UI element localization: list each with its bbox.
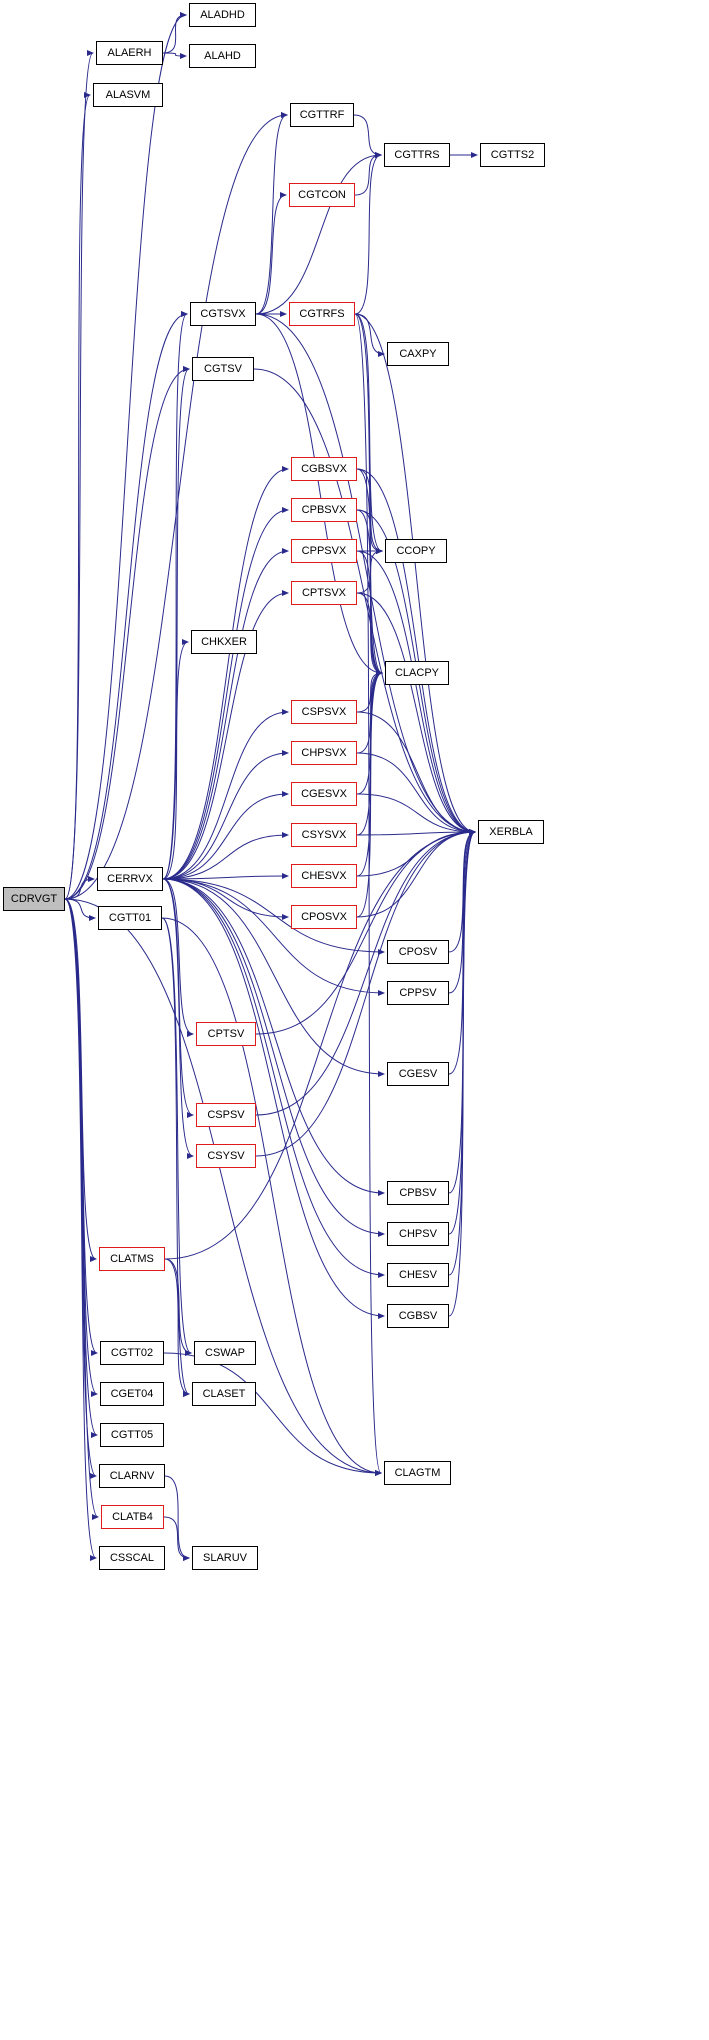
edge-cspsvx-to-xerbla	[357, 712, 475, 832]
graph-node-cgesvx[interactable]	[291, 782, 357, 806]
graph-node-label: CLAGTM	[394, 1467, 441, 1479]
edge-cgtsvx-to-cgtcon	[256, 195, 286, 314]
edge-cpbsv-to-xerbla	[449, 832, 475, 1193]
edge-cdrvgt-to-cgtt05	[65, 899, 97, 1435]
graph-node-label: CERRVX	[107, 873, 153, 885]
edge-cdrvgt-to-cgtt01	[65, 899, 95, 918]
graph-node-label: CGESV	[398, 1068, 438, 1080]
edge-cerrvx-to-cpbsvx	[163, 510, 288, 879]
graph-node-cspsv[interactable]	[196, 1103, 256, 1127]
graph-node-label: CGTSVX	[200, 308, 246, 320]
graph-node-label: CPTSV	[207, 1028, 245, 1040]
edge-cdrvgt-to-aladhd	[65, 15, 186, 899]
graph-node-label: CPOSVX	[301, 911, 347, 923]
graph-node-label: CPPSVX	[301, 545, 347, 557]
graph-node-label: CSPSVX	[301, 706, 347, 718]
edge-cerrvx-to-cptsv	[163, 879, 193, 1034]
graph-node-clatms[interactable]	[99, 1247, 165, 1271]
edge-cgttrf-to-cgttrs	[354, 115, 381, 155]
edge-cposvx-to-clacpy	[357, 673, 382, 917]
edge-csysvx-to-clacpy	[357, 673, 382, 835]
edge-cerrvx-to-csysv	[163, 879, 193, 1156]
edge-cdrvgt-to-clatb4	[65, 899, 98, 1517]
graph-node-cgbsvx[interactable]	[291, 457, 357, 481]
graph-node-chesvx[interactable]	[291, 864, 357, 888]
graph-node-label: CHESV	[399, 1269, 437, 1281]
graph-node-cswap[interactable]	[194, 1341, 256, 1365]
graph-node-label: CLACPY	[394, 667, 440, 679]
graph-node-cgesv[interactable]	[387, 1062, 449, 1086]
edge-cppsvx-to-clacpy	[357, 551, 382, 673]
graph-node-label: CGTT05	[110, 1429, 154, 1441]
graph-node-cgtt02[interactable]	[100, 1341, 164, 1365]
graph-node-label: ALAHD	[204, 50, 241, 62]
edge-cspsvx-to-clacpy	[357, 673, 382, 712]
graph-node-label: CGTCON	[298, 189, 346, 201]
graph-node-ccopy[interactable]	[385, 539, 447, 563]
graph-node-cgtts2[interactable]	[480, 143, 545, 167]
edge-cerrvx-to-chkxer	[163, 642, 188, 879]
edge-cdrvgt-to-cgtsvx	[65, 314, 187, 899]
edge-cerrvx-to-chpsvx	[163, 753, 288, 879]
graph-node-label: CGTTS2	[490, 149, 535, 161]
graph-node-clarnv[interactable]	[99, 1464, 165, 1488]
edge-chesvx-to-clacpy	[357, 673, 382, 876]
edge-cdrvgt-to-alaerh	[65, 53, 93, 899]
edge-cerrvx-to-csysvx	[163, 835, 288, 879]
edge-cgbsv-to-xerbla	[449, 832, 475, 1316]
edge-clatms-to-claset	[165, 1259, 189, 1394]
graph-node-label: ALADHD	[200, 9, 245, 21]
graph-node-alasvm[interactable]	[93, 83, 163, 107]
edge-cgbsvx-to-ccopy	[357, 469, 382, 551]
edge-cgesvx-to-clacpy	[357, 673, 382, 794]
graph-node-cgttrf[interactable]	[290, 103, 354, 127]
edge-cdrvgt-to-cgtt02	[65, 899, 97, 1353]
graph-node-aladhd[interactable]	[189, 3, 256, 27]
edge-clatms-to-cswap	[165, 1259, 191, 1353]
graph-node-label: CGBSV	[398, 1310, 438, 1322]
edge-cgtt02-to-clagtm	[164, 1353, 381, 1473]
edge-alaerh-to-alahd	[163, 53, 186, 56]
edge-cerrvx-to-cgtsv	[163, 369, 189, 879]
graph-node-label: CGESVX	[301, 788, 347, 800]
edge-chesvx-to-xerbla	[357, 832, 475, 876]
graph-node-label: CPBSV	[399, 1187, 437, 1199]
edge-cdrvgt-to-clatms	[65, 899, 96, 1259]
edge-cerrvx-to-cppsvx	[163, 551, 288, 879]
edge-cpbsvx-to-clacpy	[357, 510, 382, 673]
graph-node-label: CDRVGT	[10, 893, 58, 905]
graph-node-alahd[interactable]	[189, 44, 256, 68]
graph-node-slaruv[interactable]	[192, 1546, 258, 1570]
graph-node-label: CSWAP	[205, 1347, 245, 1359]
graph-node-chpsv[interactable]	[387, 1222, 449, 1246]
graph-node-clacpy[interactable]	[385, 661, 449, 685]
graph-node-cgtcon[interactable]	[289, 183, 355, 207]
edge-cgtsvx-to-cgttrf	[256, 115, 287, 314]
edge-cppsv-to-xerbla	[449, 832, 475, 993]
edge-cgtrfs-to-caxpy	[355, 314, 384, 354]
graph-node-cgtt05[interactable]	[100, 1423, 164, 1447]
edge-cdrvgt-to-alasvm	[65, 95, 90, 899]
graph-node-label: CLASET	[202, 1388, 246, 1400]
graph-node-label: CLATMS	[110, 1253, 154, 1265]
edge-cgbsvx-to-xerbla	[357, 469, 475, 832]
edge-cgtcon-to-cgttrs	[355, 155, 381, 195]
graph-node-cppsv[interactable]	[387, 981, 449, 1005]
graph-node-label: CHPSVX	[301, 747, 347, 759]
edge-cerrvx-to-cgbsvx	[163, 469, 288, 879]
graph-node-cptsvx[interactable]	[291, 581, 357, 605]
graph-node-clagtm[interactable]	[384, 1461, 451, 1485]
graph-node-alaerh[interactable]	[96, 41, 163, 65]
edge-cerrvx-to-cgesvx	[163, 794, 288, 879]
graph-node-chpsvx[interactable]	[291, 741, 357, 765]
edge-cdrvgt-to-cgttrf	[65, 115, 287, 899]
edge-cgtrfs-to-clacpy	[355, 314, 382, 673]
edge-cerrvx-to-cspsv	[163, 879, 193, 1115]
graph-node-label: CGET04	[110, 1388, 154, 1400]
edge-cposvx-to-xerbla	[357, 832, 475, 917]
graph-node-label: CGTSV	[204, 363, 242, 375]
graph-node-label: ALAERH	[107, 47, 152, 59]
graph-node-label: CHKXER	[201, 636, 247, 648]
edge-chesv-to-xerbla	[449, 832, 475, 1275]
graph-node-label: CCOPY	[396, 545, 436, 557]
graph-node-label: SLARUV	[202, 1552, 248, 1564]
graph-node-csscal[interactable]	[99, 1546, 165, 1570]
edge-cgtsvx-to-xerbla	[256, 314, 475, 832]
edge-cgtt01-to-cswap	[162, 918, 191, 1353]
graph-node-label: CSPSV	[207, 1109, 245, 1121]
edge-cdrvgt-to-cerrvx	[65, 879, 94, 899]
graph-node-cget04[interactable]	[100, 1382, 164, 1406]
graph-node-clatb4[interactable]	[101, 1505, 164, 1529]
graph-node-label: CPPSV	[399, 987, 437, 999]
graph-node-cspsvx[interactable]	[291, 700, 357, 724]
edge-cgesvx-to-xerbla	[357, 794, 475, 832]
graph-node-cgttrs[interactable]	[384, 143, 450, 167]
edge-cdrvgt-to-cget04	[65, 899, 97, 1394]
graph-node-label: CPBSVX	[301, 504, 347, 516]
graph-node-label: CLATB4	[112, 1511, 153, 1523]
edge-cerrvx-to-chesv	[163, 879, 384, 1275]
edge-cerrvx-to-chpsv	[163, 879, 384, 1234]
graph-node-cppsvx[interactable]	[291, 539, 357, 563]
graph-node-cgbsv[interactable]	[387, 1304, 449, 1328]
graph-node-label: CGTTRS	[394, 149, 440, 161]
edge-cerrvx-to-cgbsv	[163, 879, 384, 1316]
graph-node-cerrvx[interactable]	[97, 867, 163, 891]
edge-cdrvgt-to-clarnv	[65, 899, 96, 1476]
edge-cdrvgt-to-cgtsv	[65, 369, 189, 899]
edge-cptsvx-to-ccopy	[357, 551, 382, 593]
graph-node-label: CGBSVX	[301, 463, 347, 475]
graph-node-label: ALASVM	[105, 89, 151, 101]
graph-node-claset[interactable]	[192, 1382, 256, 1406]
edge-clatb4-to-slaruv	[164, 1517, 189, 1558]
graph-node-label: CGTT02	[110, 1347, 154, 1359]
edge-cgtsv-to-xerbla	[254, 369, 475, 832]
graph-node-label: CHESVX	[301, 870, 347, 882]
edge-cerrvx-to-chesvx	[163, 876, 288, 879]
edge-cgtrfs-to-cgttrs	[355, 155, 381, 314]
graph-node-label: CLARNV	[109, 1470, 155, 1482]
edge-alaerh-to-aladhd	[163, 15, 186, 53]
graph-node-cdrvgt[interactable]	[3, 887, 65, 911]
edge-cdrvgt-to-csscal	[65, 899, 96, 1558]
edge-cerrvx-to-cspsvx	[163, 712, 288, 879]
graph-node-xerbla[interactable]	[478, 820, 544, 844]
graph-node-cgtrfs[interactable]	[289, 302, 355, 326]
edge-csysvx-to-xerbla	[357, 832, 475, 835]
graph-node-cposv[interactable]	[387, 940, 449, 964]
graph-node-caxpy[interactable]	[387, 342, 449, 366]
graph-node-csysvx[interactable]	[291, 823, 357, 847]
edge-cerrvx-to-cppsv	[163, 879, 384, 993]
graph-node-label: CPTSVX	[301, 587, 346, 599]
edge-cptsvx-to-xerbla	[357, 593, 475, 832]
edge-cptsvx-to-clacpy	[357, 593, 382, 673]
graph-node-cpbsvx[interactable]	[291, 498, 357, 522]
graph-node-cposvx[interactable]	[291, 905, 357, 929]
edge-cppsvx-to-xerbla	[357, 551, 475, 832]
edge-cgtrfs-to-clagtm	[355, 314, 381, 1473]
edge-cerrvx-to-cgtsvx	[163, 314, 187, 879]
edge-chpsv-to-xerbla	[449, 832, 475, 1234]
graph-node-csysv[interactable]	[196, 1144, 256, 1168]
edge-cgtsvx-to-clacpy	[256, 314, 382, 673]
graph-node-label: CSYSVX	[301, 829, 347, 841]
edge-chpsvx-to-clacpy	[357, 673, 382, 753]
graph-node-label: CAXPY	[399, 348, 437, 360]
edge-cgtrfs-to-ccopy	[355, 314, 382, 551]
edge-cposv-to-xerbla	[449, 832, 475, 952]
edge-cgtrfs-to-xerbla	[355, 314, 475, 832]
graph-node-cgtsvx[interactable]	[190, 302, 256, 326]
edge-cgbsvx-to-clacpy	[357, 469, 382, 673]
graph-node-label: XERBLA	[489, 826, 533, 838]
graph-node-label: CGTT01	[108, 912, 152, 924]
graph-node-chkxer[interactable]	[191, 630, 257, 654]
edge-cgtsvx-to-cgttrs	[256, 155, 381, 314]
graph-node-label: CGTRFS	[299, 308, 345, 320]
graph-node-label: CGTTRF	[299, 109, 345, 121]
graph-node-cgtsv[interactable]	[192, 357, 254, 381]
edge-cerrvx-to-cposvx	[163, 879, 288, 917]
graph-node-label: CSSCAL	[109, 1552, 155, 1564]
graph-node-cptsv[interactable]	[196, 1022, 256, 1046]
edge-cgesv-to-xerbla	[449, 832, 475, 1074]
graph-node-cpbsv[interactable]	[387, 1181, 449, 1205]
edge-cpbsvx-to-ccopy	[357, 510, 382, 551]
edge-chpsvx-to-xerbla	[357, 753, 475, 832]
graph-node-label: CHPSV	[399, 1228, 437, 1240]
graph-node-chesv[interactable]	[387, 1263, 449, 1287]
graph-node-label: CSYSV	[207, 1150, 245, 1162]
edge-cgtt01-to-claset	[162, 918, 189, 1394]
graph-node-label: CPOSV	[398, 946, 438, 958]
edge-clarnv-to-slaruv	[165, 1476, 189, 1558]
graph-node-cgtt01[interactable]	[98, 906, 162, 930]
